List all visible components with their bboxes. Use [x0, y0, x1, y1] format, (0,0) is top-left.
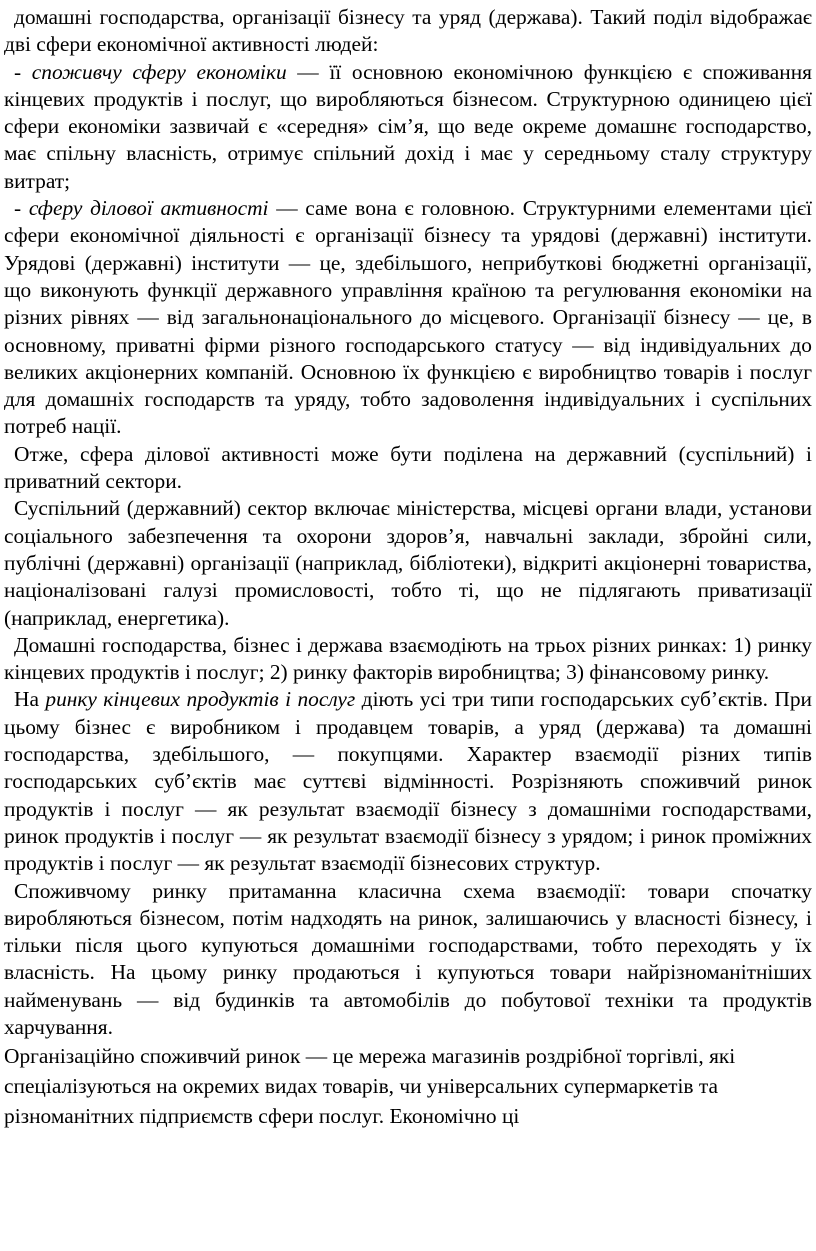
paragraph-p2	[4, 195, 812, 441]
paragraph-p0	[4, 4, 812, 59]
italic-term: споживчу сферу економіки	[31, 59, 287, 84]
paragraph-p3	[4, 441, 812, 496]
paragraph-p6	[4, 686, 812, 877]
text-segment: — її основною економічною функцією є споживання кінцевих продуктів і послуг, що виробляються бізнесом. Структурною одиницею цієї сфери економіки зазвичай є «середня» сім’я, що веде окреме домашнє господарство, має спільну власність, отримує спільний дохід і має у середньому сталу структуру витрат;	[4, 59, 812, 193]
italic-term: ринку кінцевих продуктів і послуг	[45, 687, 356, 712]
text-segment: -	[14, 196, 29, 221]
text-segment: діють усі три типи господарських суб’єктів. При цьому бізнес є виробником і продавцем товарів, а уряд (держава) та домашні господарства, здебільшого, — покупцями. Характер взаємодії різних типів господарських суб’єктів має суттєві відмінності. Розрізняють споживчий ринок продуктів і послуг — як результат взаємодії бізнесу з домашніми господарствами, ринок продуктів і послуг — як результат взаємодії бізнесу з урядом; і ринок проміжних продуктів і послуг — як результат взаємодії бізнесових структур.	[4, 687, 813, 876]
text-segment: Суспільний (державний) сектор включає міністерства, місцеві органи влади, установи соціального забезпечення та охорони здоров’я, навчальні заклади, збройні сили, публічні (державні) організації (наприклад, бібліотеки), відкриті акціонерні товариства, націоналізовані галузі промисловості, тобто ті, що не підлягають приватизації (наприклад, енергетика).	[4, 496, 812, 630]
text-segment: На	[14, 687, 46, 712]
paragraph-p8	[4, 1041, 812, 1131]
text-segment: — саме вона є головною. Структурними елементами цієї сфери економічної діяльності є організації бізнесу та урядові (державні) інститути. Урядові (державні) інститути — це, здебільшого, неприбуткові бюджетні організації, що виконують функції державного управління країною та регулювання економіки на різних рівнях — від загальнонаціонального до місцевого. Організації бізнесу — це, в основному, приватні фірми різного господарського статусу — від індивідуальних до великих акціонерних компаній. Основною їх функцією є виробництво товарів і послуг для домашніх господарств та уряду, тобто задоволення індивідуальних і суспільних потреб нації.	[4, 196, 812, 439]
text-segment: Отже, сфера ділової активності може бути поділена на державний (суспільний) і приватний сектори.	[4, 441, 812, 494]
paragraph-p7	[4, 878, 812, 1042]
text-body	[4, 4, 812, 1131]
text-segment: домашні господарства, організації бізнесу та уряд (держава). Такий поділ відображає дві сфери економічної активності людей:	[4, 5, 812, 57]
paragraph-p1	[4, 59, 812, 195]
text-segment: Домашні господарства, бізнес і держава взаємодіють на трьох різних ринках: 1) ринку кінцевих продуктів і послуг; 2) ринку факторів виробництва; 3) фінансовому ринку.	[4, 632, 812, 685]
text-segment: Організаційно споживчий ринок — це мережа магазинів роздрібної торгівлі, які спеціалізуються на окремих видах товарів, чи універсальних супермаркетів та різноманітних підприємств сфери послуг. Економічно ці	[4, 1044, 736, 1129]
italic-term: сферу ділової активності	[28, 196, 269, 221]
paragraph-p4	[4, 495, 812, 631]
text-segment: Споживчому ринку притаманна класична схема взаємодії: товари спочатку виробляються бізнесом, потім надходять на ринок, залишаючись у власності бізнесу, і тільки після цього купуються домашніми господарствами, тобто переходять у їх власність. На цьому ринку продаються і купуються товари найрізноманітніших найменувань — від будинків та автомобілів до побутової техніки та продуктів харчування.	[4, 878, 812, 1039]
text-segment: -	[14, 59, 32, 84]
paragraph-p5	[4, 632, 812, 687]
